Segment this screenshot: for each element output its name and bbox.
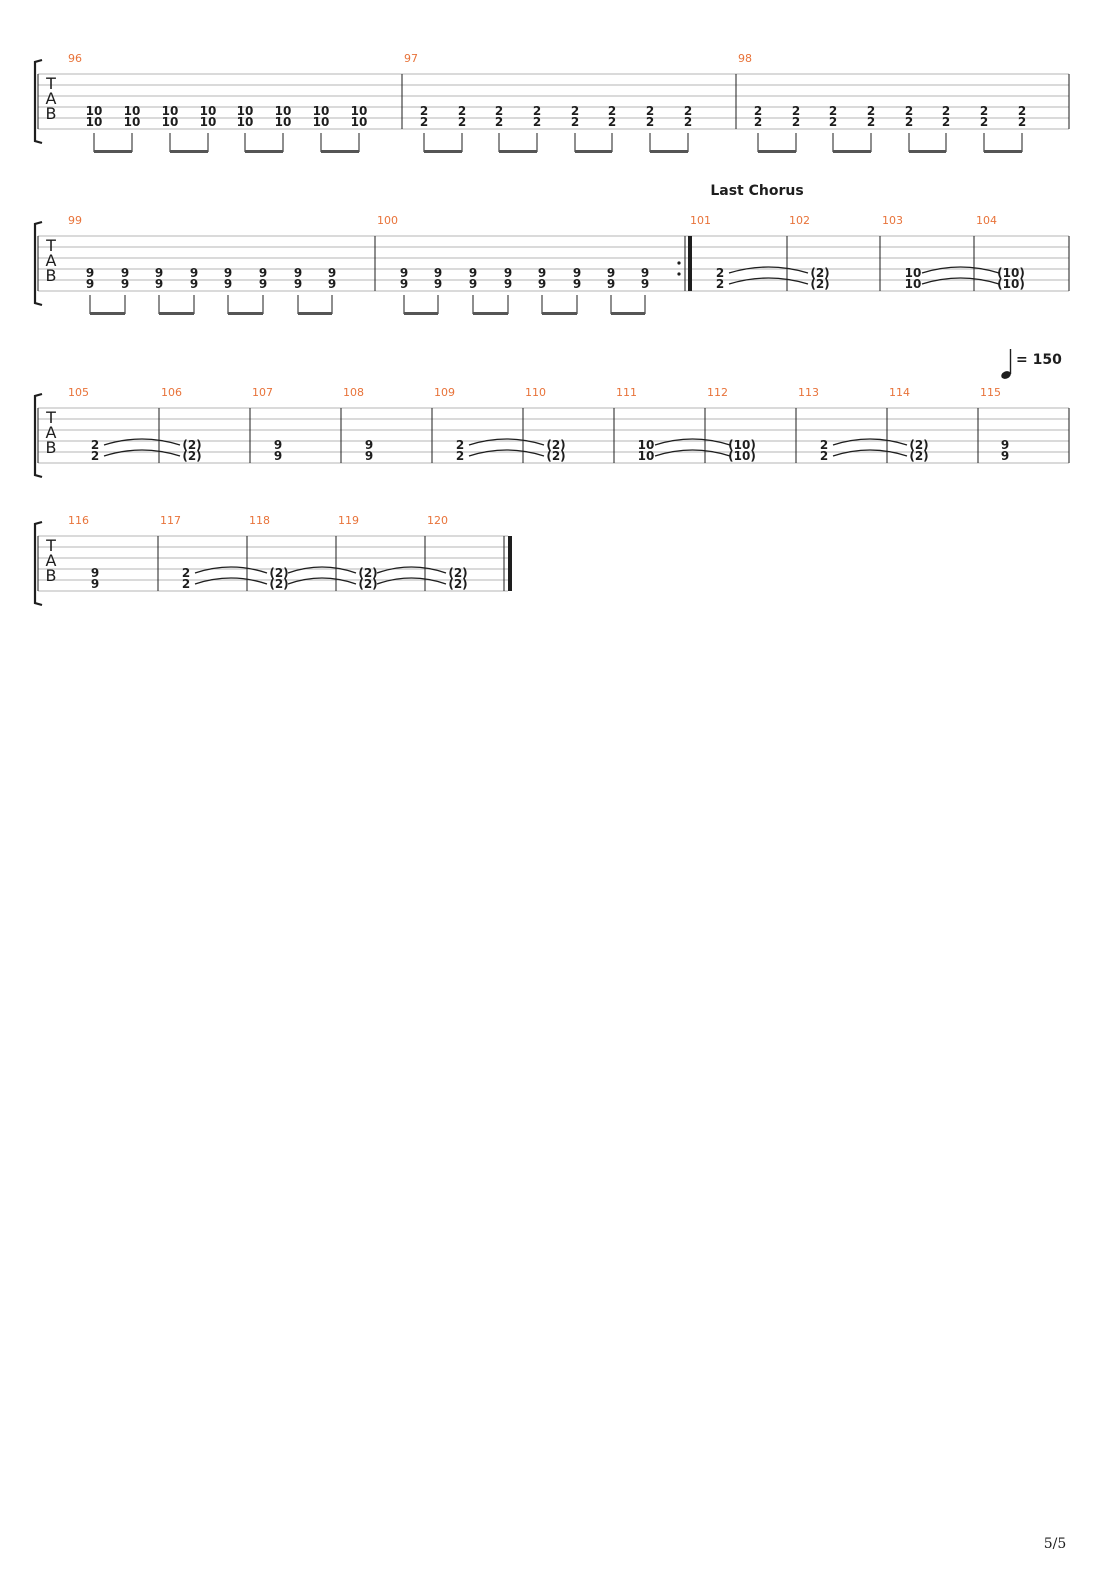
measure-number: 105 <box>68 386 89 399</box>
fret-number: 2 <box>419 115 429 129</box>
beam <box>321 150 359 153</box>
fret-number: 10 <box>85 115 103 129</box>
fret-number: 9 <box>90 566 100 580</box>
fret-number: 2 <box>828 115 838 129</box>
fret-number: (10) <box>997 266 1025 280</box>
fret-number: 10 <box>123 115 141 129</box>
fret-number: 9 <box>364 438 374 452</box>
fret-number: 9 <box>189 266 199 280</box>
fret-number: 2 <box>455 449 465 463</box>
fret-number: 2 <box>819 438 829 452</box>
fret-number: 10 <box>637 438 655 452</box>
fret-number: 10 <box>85 104 103 118</box>
measure-number: 120 <box>427 514 448 527</box>
measure-number: 102 <box>789 214 810 227</box>
fret-number: 2 <box>715 266 725 280</box>
beam <box>245 150 283 153</box>
fret-number: 2 <box>904 104 914 118</box>
fret-number: (10) <box>997 277 1025 291</box>
beam <box>404 312 438 315</box>
fret-number: 10 <box>199 115 217 129</box>
measure-number: 104 <box>976 214 997 227</box>
fret-number: 2 <box>181 566 191 580</box>
fret-number: 2 <box>570 104 580 118</box>
fret-number: 2 <box>645 104 655 118</box>
fret-number: (2) <box>358 577 378 591</box>
measure-number: 103 <box>882 214 903 227</box>
measure-number: 98 <box>738 52 752 65</box>
beam <box>984 150 1022 153</box>
fret-number: (2) <box>546 438 566 452</box>
fret-number: 2 <box>979 115 989 129</box>
tab-clef-letter: B <box>45 104 57 123</box>
beam <box>170 150 208 153</box>
fret-number: (2) <box>269 566 289 580</box>
tie <box>729 278 808 284</box>
tab-clef-letter: T <box>46 408 56 427</box>
tie <box>377 578 446 584</box>
fret-number: 2 <box>457 115 467 129</box>
fret-number: 2 <box>645 115 655 129</box>
fret-number: 10 <box>199 104 217 118</box>
tempo-marking: = 150 <box>1016 352 1062 368</box>
tie <box>288 578 356 584</box>
beam <box>90 312 125 315</box>
measure-number: 110 <box>525 386 546 399</box>
fret-number: 9 <box>537 266 547 280</box>
measure-number: 118 <box>249 514 270 527</box>
fret-number: 9 <box>154 277 164 291</box>
fret-number: 9 <box>399 277 409 291</box>
fret-number: 2 <box>866 104 876 118</box>
tie <box>469 450 544 456</box>
fret-number: 10 <box>312 115 330 129</box>
fret-number: 2 <box>683 115 693 129</box>
fret-number: (2) <box>269 577 289 591</box>
beam <box>542 312 577 315</box>
tab-clef-letter: B <box>45 266 57 285</box>
fret-number: (10) <box>728 438 756 452</box>
final-barline-thick <box>508 536 512 591</box>
beam <box>159 312 194 315</box>
fret-number: 2 <box>791 104 801 118</box>
tab-clef-letter: T <box>46 74 56 93</box>
fret-number: 9 <box>433 277 443 291</box>
measure-number: 115 <box>980 386 1001 399</box>
tab-clef-letter: B <box>45 566 57 585</box>
fret-number: 9 <box>572 277 582 291</box>
measure-number: 114 <box>889 386 910 399</box>
fret-number: 10 <box>236 115 254 129</box>
fret-number: 9 <box>468 277 478 291</box>
fret-number: 10 <box>350 115 368 129</box>
tie <box>922 267 999 273</box>
fret-number: 10 <box>312 104 330 118</box>
beam <box>94 150 132 153</box>
beam <box>424 150 462 153</box>
tie <box>655 450 730 456</box>
fret-number: 2 <box>494 104 504 118</box>
tie <box>833 450 907 456</box>
fret-number: 2 <box>941 104 951 118</box>
page-number: 5/5 <box>1043 1536 1067 1552</box>
fret-number: 9 <box>258 277 268 291</box>
fret-number: (10) <box>728 449 756 463</box>
fret-number: 2 <box>791 115 801 129</box>
measure-number: 111 <box>616 386 637 399</box>
section-label-last-chorus: Last Chorus <box>710 183 804 199</box>
fret-number: 10 <box>274 104 292 118</box>
beam <box>298 312 332 315</box>
fret-number: 10 <box>904 266 922 280</box>
beam <box>499 150 537 153</box>
tie <box>195 567 267 573</box>
fret-number: 10 <box>236 104 254 118</box>
repeat-dot <box>677 272 680 275</box>
tie <box>655 439 730 445</box>
fret-number: (2) <box>909 449 929 463</box>
fret-number: 9 <box>572 266 582 280</box>
fret-number: 9 <box>293 277 303 291</box>
tie <box>469 439 544 445</box>
measure-number: 117 <box>160 514 181 527</box>
fret-number: (2) <box>909 438 929 452</box>
fret-number: 9 <box>327 266 337 280</box>
fret-number: 2 <box>419 104 429 118</box>
measure-number: 108 <box>343 386 364 399</box>
fret-number: 2 <box>455 438 465 452</box>
fret-number: 2 <box>828 104 838 118</box>
fret-number: 9 <box>433 266 443 280</box>
repeat-dot <box>677 261 680 264</box>
fret-number: 2 <box>181 577 191 591</box>
tie <box>922 278 999 284</box>
beam <box>228 312 263 315</box>
beam <box>758 150 796 153</box>
beam <box>909 150 946 153</box>
fret-number: (2) <box>448 577 468 591</box>
fret-number: 9 <box>85 277 95 291</box>
fret-number: 2 <box>1017 115 1027 129</box>
tab-clef-letter: A <box>45 551 57 570</box>
fret-number: 9 <box>364 449 374 463</box>
beam <box>650 150 688 153</box>
tab-clef-letter: T <box>46 236 56 255</box>
fret-number: 9 <box>154 266 164 280</box>
fret-number: 2 <box>532 115 542 129</box>
tab-clef-letter: B <box>45 438 57 457</box>
tab-clef-letter: A <box>45 423 57 442</box>
fret-number: 2 <box>819 449 829 463</box>
fret-number: 9 <box>120 277 130 291</box>
fret-number: 9 <box>606 266 616 280</box>
tab-clef-letter: A <box>45 251 57 270</box>
measure-number: 112 <box>707 386 728 399</box>
fret-number: 9 <box>120 266 130 280</box>
fret-number: 2 <box>904 115 914 129</box>
measure-number: 113 <box>798 386 819 399</box>
tie <box>288 567 356 573</box>
fret-number: 9 <box>293 266 303 280</box>
fret-number: 2 <box>941 115 951 129</box>
fret-number: 10 <box>123 104 141 118</box>
fret-number: 2 <box>753 104 763 118</box>
fret-number: 2 <box>90 438 100 452</box>
tie <box>729 267 808 273</box>
measure-number: 119 <box>338 514 359 527</box>
fret-number: 9 <box>606 277 616 291</box>
fret-number: (2) <box>810 277 830 291</box>
tie <box>377 567 446 573</box>
repeat-barline-thick <box>688 236 692 291</box>
tie <box>195 578 267 584</box>
fret-number: 9 <box>273 449 283 463</box>
fret-number: 2 <box>683 104 693 118</box>
fret-number: 2 <box>866 115 876 129</box>
fret-number: 9 <box>273 438 283 452</box>
fret-number: 10 <box>904 277 922 291</box>
measure-number: 97 <box>404 52 418 65</box>
measure-number: 116 <box>68 514 89 527</box>
fret-number: 9 <box>1000 449 1010 463</box>
fret-number: 2 <box>715 277 725 291</box>
tie <box>104 450 180 456</box>
beam <box>611 312 645 315</box>
fret-number: 2 <box>1017 104 1027 118</box>
fret-number: (2) <box>182 438 202 452</box>
fret-number: 2 <box>494 115 504 129</box>
fret-number: 2 <box>457 104 467 118</box>
measure-number: 106 <box>161 386 182 399</box>
tie <box>104 439 180 445</box>
fret-number: 9 <box>90 577 100 591</box>
fret-number: 10 <box>274 115 292 129</box>
measure-number: 101 <box>690 214 711 227</box>
beam <box>833 150 871 153</box>
fret-number: 2 <box>90 449 100 463</box>
tie <box>833 439 907 445</box>
fret-number: 9 <box>223 266 233 280</box>
fret-number: 2 <box>607 115 617 129</box>
beam <box>473 312 508 315</box>
fret-number: 9 <box>327 277 337 291</box>
fret-number: 9 <box>399 266 409 280</box>
fret-number: 9 <box>1000 438 1010 452</box>
measure-number: 99 <box>68 214 82 227</box>
beam <box>575 150 612 153</box>
fret-number: 9 <box>503 266 513 280</box>
fret-number: 9 <box>640 277 650 291</box>
fret-number: 9 <box>189 277 199 291</box>
fret-number: 2 <box>607 104 617 118</box>
tab-clef-letter: T <box>46 536 56 555</box>
fret-number: 2 <box>532 104 542 118</box>
measure-number: 107 <box>252 386 273 399</box>
fret-number: 2 <box>753 115 763 129</box>
measure-number: 100 <box>377 214 398 227</box>
fret-number: 9 <box>640 266 650 280</box>
fret-number: 9 <box>223 277 233 291</box>
fret-number: 9 <box>258 266 268 280</box>
fret-number: 10 <box>161 104 179 118</box>
fret-number: 10 <box>350 104 368 118</box>
fret-number: (2) <box>810 266 830 280</box>
fret-number: (2) <box>182 449 202 463</box>
fret-number: 9 <box>537 277 547 291</box>
measure-number: 96 <box>68 52 82 65</box>
fret-number: (2) <box>448 566 468 580</box>
fret-number: 10 <box>161 115 179 129</box>
fret-number: 9 <box>85 266 95 280</box>
fret-number: (2) <box>358 566 378 580</box>
fret-number: 9 <box>468 266 478 280</box>
fret-number: 10 <box>637 449 655 463</box>
tab-clef-letter: A <box>45 89 57 108</box>
fret-number: 2 <box>570 115 580 129</box>
measure-number: 109 <box>434 386 455 399</box>
fret-number: 2 <box>979 104 989 118</box>
fret-number: (2) <box>546 449 566 463</box>
fret-number: 9 <box>503 277 513 291</box>
